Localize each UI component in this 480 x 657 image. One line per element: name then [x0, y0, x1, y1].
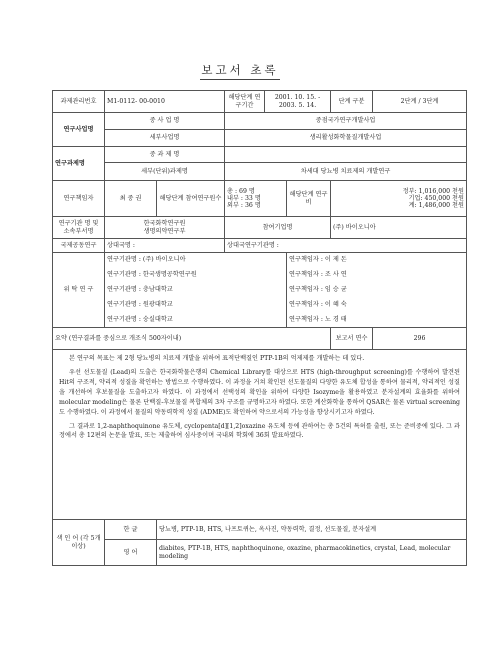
- org-institute: 한국화학연구원: [143, 220, 186, 228]
- keywords-label: 색 인 어 (각 5개 이상): [53, 520, 105, 566]
- head-label: 연구책임자: [53, 181, 105, 217]
- title-underline: [200, 79, 280, 80]
- consign-head: 연구책임자 : 조 사 연: [287, 268, 467, 283]
- project-detail-label: 세부(단위)과제명: [105, 163, 225, 181]
- summary-body: [53, 350, 467, 520]
- partner-value: (주) 바이오니아: [331, 217, 467, 239]
- row-summary-header: [53, 328, 467, 350]
- consign-institution: 연구기관명 : 한국생명공학연구원: [105, 268, 287, 283]
- funds-label: 해당단계 연구비: [287, 181, 331, 217]
- project-detail-value: 차세대 당뇨병 치료제의 개발연구: [225, 163, 467, 181]
- summary-paragraph: 우선 선도물질 (Lead)의 도출은 한국화학물은행의 Chemical Library를 대상으로 HTS (high-throughput screening)를 수행하여 발견된 Hit의 구조적, 약리적 성질을 확인하는 방법으로 수행하였다. 이 과정을 거쳐 확인된 선도물질의 다양한 유도체 합성을 통하여 물리적, 약리적인 성질을 개선하여 후보물질을 도출하고자 하였다. 이 과정에서 선택성의 확인을 위하여 다양한 Isozyme을 활용하였고 분자설계의 효율화를 위하여 molecular modeling은 물론 단백질-후보물질 복합체의 3차 구조를 규명하고자 하였다. 또한 계산화학을 통하여 QSAR은 물론 virtual screening도 수행하였다. 이 과정에서 물질의 약동력학적 성질 (ADME)도 확인하여 약으로서의 가능성을 향상시키고자 하였다.: [59, 368, 461, 416]
- consign-institution: 연구기관명 : 원광대학교: [105, 298, 287, 313]
- mgmt-number: M1-0112- 00-0010: [105, 91, 225, 113]
- intl-label: 국제공동연구: [53, 239, 105, 253]
- keywords-en-value: diabites, PTP-1B, HTS, naphthoquinone, oxazine, pharmacokinetics, crystal, Lead, molecular modeling: [157, 540, 467, 566]
- mgmt-label: 과제관리번호: [53, 91, 105, 113]
- consign-row: [53, 313, 467, 328]
- org-department: 생명의약연구부: [143, 227, 186, 235]
- row-organization: [53, 217, 467, 239]
- consign-row: [53, 298, 467, 313]
- stage-value: 2단계 / 3단계: [373, 91, 467, 113]
- row-keywords-ko: [53, 520, 467, 540]
- consign-row: [53, 268, 467, 283]
- project-section-label: 연구과제명: [53, 147, 105, 181]
- program-mid-label: 중 사 업 명: [105, 113, 225, 130]
- row-management: [53, 91, 467, 113]
- row-summary-body: [53, 350, 467, 520]
- row-international: [53, 239, 467, 253]
- head-name: 최 중 권: [105, 181, 157, 217]
- consign-head: 연구책임자 : 노 경 태: [287, 313, 467, 328]
- org-label: 연구기관 명 및 소속부서명: [53, 217, 105, 239]
- pages-value: 296: [373, 328, 467, 350]
- consign-row: [53, 283, 467, 298]
- program-mid-value: 중점국가연구개발사업: [225, 113, 467, 130]
- keywords-en-label: 영 어: [105, 540, 157, 566]
- count-total: 총 : 69 명: [227, 187, 255, 195]
- funds-company: 기업: 450,000 천원: [408, 194, 465, 202]
- summary-label: 요약 (연구결과를 중심으로 개조식 500자이내): [53, 328, 331, 350]
- count-label: 해당단계 참여연구원수: [157, 181, 225, 217]
- keywords-ko-value: 당뇨병, PTP-1B, HTS, 나프토퀴논, 옥사진, 약동력학, 결정, 선도물질, 분자설계: [157, 520, 467, 540]
- period-label: 해당단계 연구기간: [225, 91, 265, 113]
- program-detail-label: 세부사업명: [105, 130, 225, 147]
- row-program-detail: [53, 130, 467, 147]
- consign-head: 연구책임자 : 임 승 균: [287, 283, 467, 298]
- summary-paragraph: 그 결과로 1,2-naphthoquinone 유도체, cyclopenta[d][1,2]oxazine 유도체 등에 관하여는 총 5건의 특허를 출원, 또는 준비중에 있다. 그 과정에서 총 12편의 논문을 발표, 또는 제출하여 심사중이며 국내외 학회에 36회 발표하였다.: [59, 422, 461, 440]
- row-project-mid: [53, 147, 467, 163]
- intl-institution: 상대국연구기관명 :: [225, 239, 467, 253]
- pages-label: 보고서 면수: [331, 328, 373, 350]
- count-external: 외부 : 36 명: [227, 202, 261, 210]
- consign-head: 연구책임자 : 이 제 돈: [287, 253, 467, 268]
- consign-row: [53, 253, 467, 268]
- row-researcher: [53, 181, 467, 217]
- row-program-mid: [53, 113, 467, 130]
- org-values: [105, 217, 225, 239]
- funds-values: [331, 181, 467, 217]
- project-mid-value: [225, 147, 467, 163]
- count-internal: 내부 : 33 명: [227, 194, 261, 202]
- consign-head: 연구책임자 : 이 혜 숙: [287, 298, 467, 313]
- consign-institution: 연구기관명 : 숭실대학교: [105, 313, 287, 328]
- row-keywords-en: [53, 540, 467, 566]
- program-detail-value: 생리활성화학물질개발사업: [225, 130, 467, 147]
- consign-institution: 연구기관명 : 충남대학교: [105, 283, 287, 298]
- stage-label: 단계 구분: [331, 91, 373, 113]
- project-mid-label: 중 과 제 명: [105, 147, 225, 163]
- page-title: 보고서 초록: [201, 63, 279, 77]
- partner-label: 참여기업명: [225, 217, 331, 239]
- row-project-detail: [53, 163, 467, 181]
- funds-government: 정부: 1,016,000 천원: [402, 187, 465, 195]
- program-section-label: 연구사업명: [53, 113, 105, 147]
- consign-label: 위 탁 연 구: [53, 253, 105, 328]
- summary-paragraph: 본 연구의 목표는 제 2형 당뇨병의 치료제 개발을 위하여 표적단백질인 PTP-1B의 억제제를 개발하는 데 있다.: [69, 355, 365, 362]
- intl-country: 상대국명 :: [105, 239, 225, 253]
- period-value: 2001. 10. 15. - 2003. 5. 14.: [265, 91, 331, 113]
- report-abstract-table: [52, 90, 467, 566]
- consign-institution: 연구기관명 : (주) 바이오니아: [105, 253, 287, 268]
- funds-total: 계: 1,486,000 천원: [408, 202, 465, 210]
- count-values: [225, 181, 287, 217]
- keywords-ko-label: 한 글: [105, 520, 157, 540]
